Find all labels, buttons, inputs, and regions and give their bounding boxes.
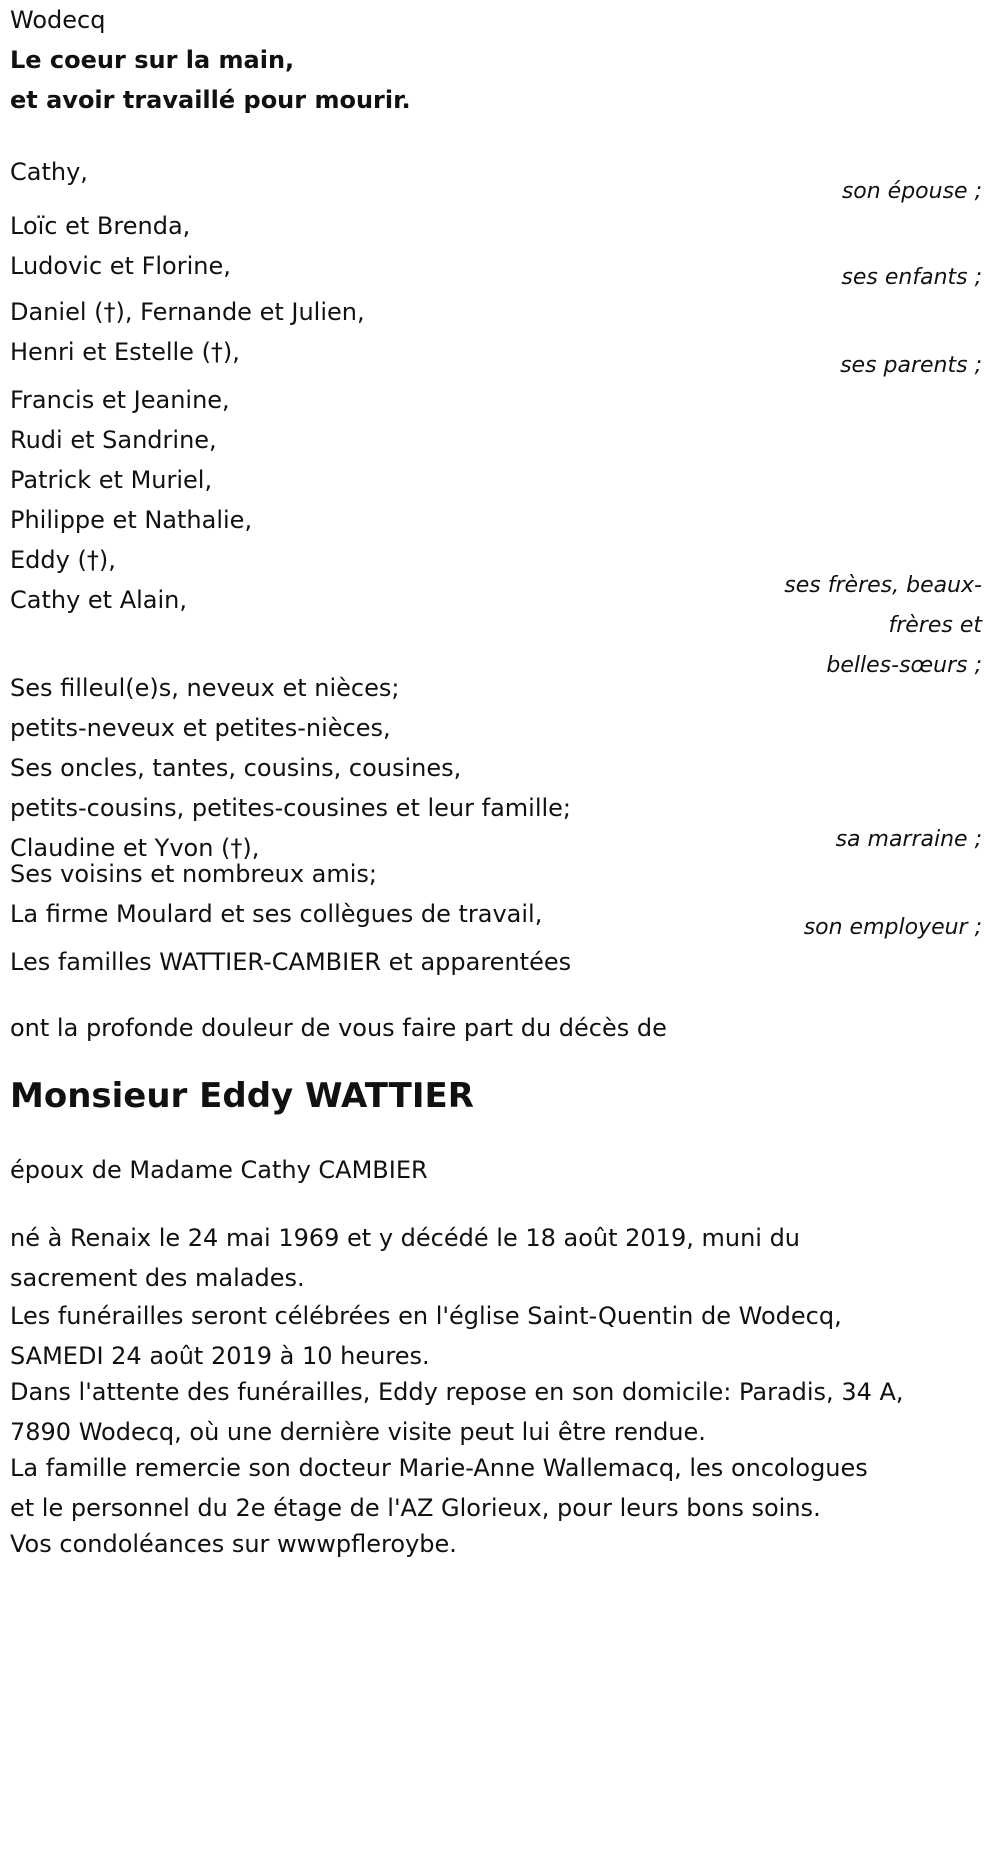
family-line: Ses filleul(e)s, neveux et nièces; (10, 674, 400, 702)
paragraph-line: né à Renaix le 24 mai 1969 et y décédé le 18 août 2019, muni du (10, 1224, 801, 1252)
role-line: belles-sœurs ; (826, 653, 982, 678)
paragraph-thanks (10, 1448, 985, 1528)
motto-line-2: et avoir travaillé pour mourir. (10, 86, 411, 114)
paragraph-line: Dans l'attente des funérailles, Eddy repose en son domicile: Paradis, 34 A, (10, 1378, 904, 1406)
family-line: Francis et Jeanine, (10, 386, 230, 414)
paragraph-line: SAMEDI 24 août 2019 à 10 heures. (10, 1342, 430, 1370)
paragraph-line: La famille remercie son docteur Marie-Anne Wallemacq, les oncologues (10, 1454, 868, 1482)
family-line: La firme Moulard et ses collègues de travail, (10, 900, 543, 928)
family-line: Rudi et Sandrine, (10, 426, 217, 454)
announcement-intro (10, 1008, 982, 1048)
paragraph-birth-death (10, 1218, 985, 1298)
family-line: Claudine et Yvon (†), (10, 834, 260, 862)
role-line: ses frères, beaux- (784, 573, 982, 598)
paragraph-funeral (10, 1296, 985, 1376)
family-families (10, 942, 982, 982)
family-line: Ludovic et Florine, (10, 252, 231, 280)
family-line: Ses voisins et nombreux amis; (10, 860, 378, 888)
paragraph-visitation (10, 1372, 985, 1452)
header (10, 0, 982, 120)
role-employer: son employeur ; (803, 915, 982, 940)
role-parents: ses parents ; (840, 353, 982, 378)
family-line: Daniel (†), Fernande et Julien, (10, 298, 365, 326)
location-label: Wodecq (10, 6, 106, 34)
family-line: petits-cousins, petites-cousines et leur famille; (10, 794, 572, 822)
families-line: Les familles WATTIER-CAMBIER et apparentées (10, 948, 572, 976)
paragraph-line: et le personnel du 2e étage de l'AZ Glorieux, pour leurs bons soins. (10, 1494, 821, 1522)
family-line: Loïc et Brenda, (10, 212, 191, 240)
motto-line-1: Le coeur sur la main, (10, 46, 295, 74)
role-godmother: sa marraine ; (835, 827, 982, 852)
family-line: Philippe et Nathalie, (10, 506, 253, 534)
family-line: Cathy, (10, 158, 88, 186)
role-children: ses enfants ; (841, 265, 982, 290)
intro-line: ont la profonde douleur de vous faire part du décès de (10, 1014, 667, 1042)
role-spouse: son épouse ; (841, 179, 982, 204)
deceased-name: Monsieur Eddy WATTIER (10, 1076, 474, 1116)
family-line: Ses oncles, tantes, cousins, cousines, (10, 754, 462, 782)
paragraph-condolences (10, 1524, 985, 1564)
paragraph-line: sacrement des malades. (10, 1264, 305, 1292)
family-line: petits-neveux et petites-nièces, (10, 714, 391, 742)
family-line: Cathy et Alain, (10, 586, 188, 614)
spouse-of (10, 1150, 982, 1190)
role-line: frères et (888, 613, 982, 638)
paragraph-line: Les funérailles seront célébrées en l'église Saint-Quentin de Wodecq, (10, 1302, 842, 1330)
spouse-of-line: époux de Madame Cathy CAMBIER (10, 1156, 428, 1184)
family-line: Patrick et Muriel, (10, 466, 213, 494)
family-line: Henri et Estelle (†), (10, 338, 240, 366)
paragraph-line: 7890 Wodecq, où une dernière visite peut lui être rendue. (10, 1418, 706, 1446)
paragraph-line: Vos condoléances sur wwwpfleroybe. (10, 1530, 457, 1558)
family-line: Eddy (†), (10, 546, 116, 574)
